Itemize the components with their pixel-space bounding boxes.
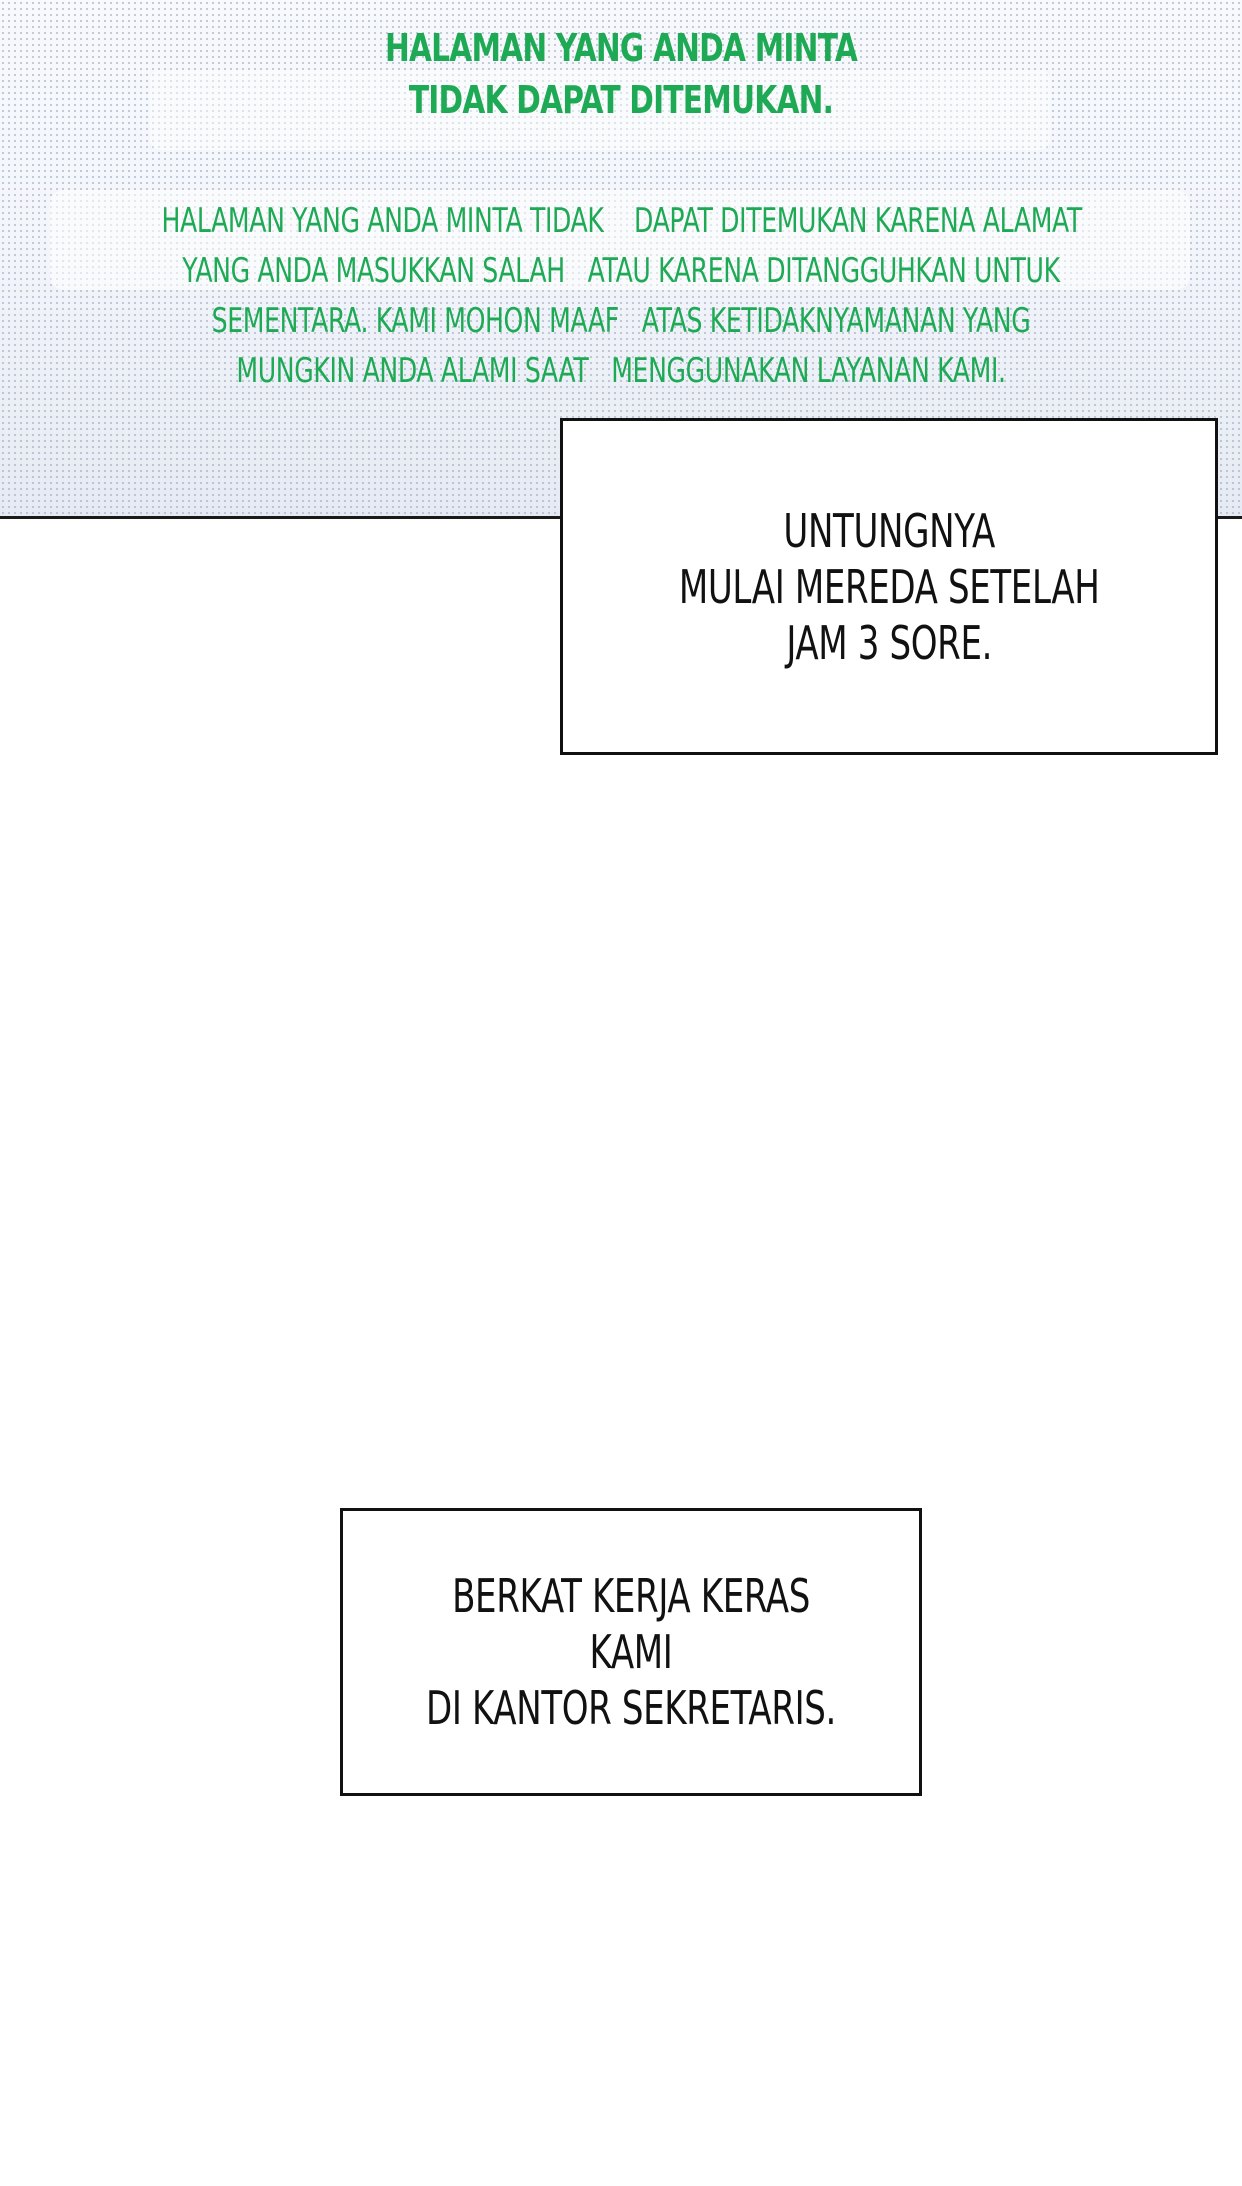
error-description-line: SEMENTARA. KAMI MOHON MAAF ATAS KETIDAKNYAMANAN YANG (211, 301, 1031, 341)
error-description-line: MUNGKIN ANDA ALAMI SAAT MENGGUNAKAN LAYANAN KAMI. (236, 351, 1006, 391)
error-title: HALAMAN YANG ANDA MINTA TIDAK DAPAT DITEMUKAN. (384, 26, 857, 122)
narration-caption-box (560, 418, 1218, 755)
narration-caption-box (340, 1508, 922, 1796)
error-description-line: YANG ANDA MASUKKAN SALAH ATAU KARENA DITANGGUHKAN UNTUK (182, 251, 1060, 291)
narration-caption-text: BERKAT KERJA KERAS KAMI DI KANTOR SEKRETARIS. (425, 1569, 836, 1735)
narration-caption-text: UNTUNGNYA MULAI MEREDA SETELAH JAM 3 SORE. (678, 503, 1100, 670)
error-description-line: HALAMAN YANG ANDA MINTA TIDAK DAPAT DITEMUKAN KARENA ALAMAT (161, 201, 1082, 241)
error-description (161, 196, 1080, 396)
